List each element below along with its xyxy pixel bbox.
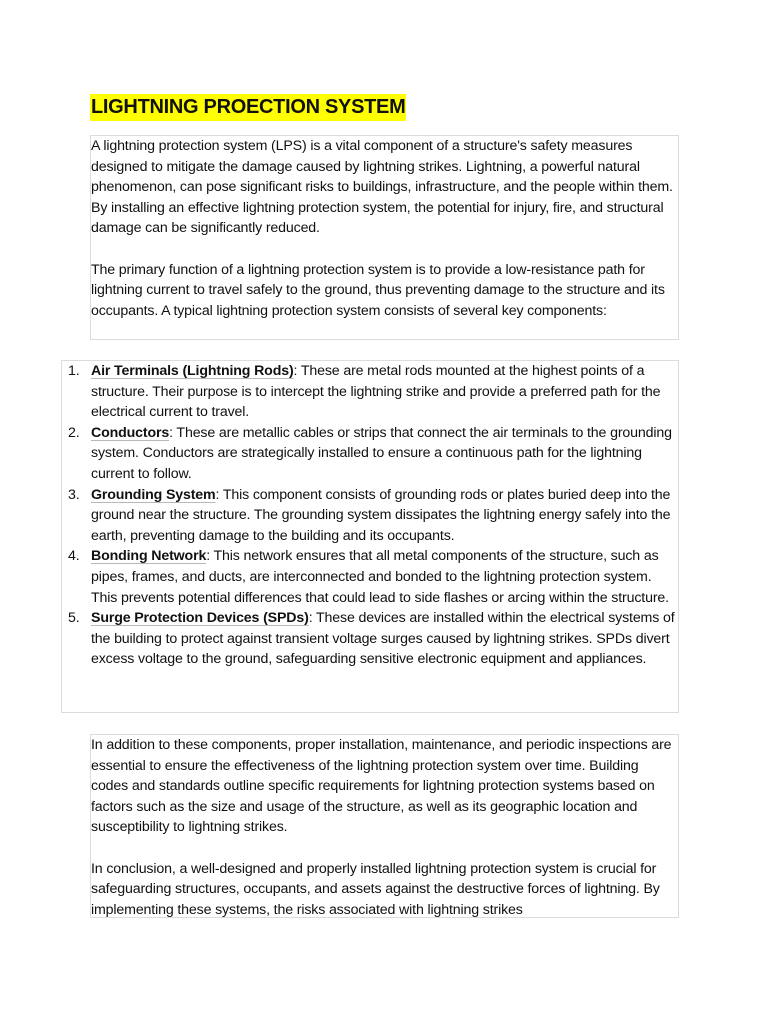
item-description: : These are metal rods mounted at the highest points of a structure. Their purpose is to intercept the lightning strike and provide a preferred path for the electrical current to travel.: [91, 363, 661, 421]
list-item: [62, 485, 678, 547]
term-conductors: Conductors: [91, 424, 170, 441]
paragraph-gap: [91, 239, 678, 260]
list-number: 5.: [68, 610, 80, 627]
list-item: [62, 608, 678, 670]
term-bonding-network: Bonding Network: [91, 548, 207, 565]
paragraph-gap: [91, 838, 678, 859]
outro-paragraph-1: In addition to these components, proper installation, maintenance, and periodic inspections are essential to ensure the effectiveness of the lightning protection system over time. Building codes and standards outline specific requirements for lightning protection systems based on factors such as the size and usage of the structure, as well as its geographic location and susceptibility to lightning strikes.: [91, 737, 672, 836]
intro-paragraph-1: A lightning protection system (LPS) is a vital component of a structure's safety measures designed to mitigate the damage caused by lightning strikes. Lightning, a powerful natural phenomenon, can pose significant risks to buildings, infrastructure, and the people within them. By installing an effective lightning protection system, the potential for injury, fire, and structural damage can be significantly reduced.: [91, 138, 673, 237]
term-air-terminals: Air Terminals (Lightning Rods): [91, 363, 294, 379]
item-description: : These devices are installed within the electrical systems of the building to protect against transient voltage surges caused by lightning strikes. SPDs divert excess voltage to the ground, safeguarding sensitive electronic equipment and appliances.: [91, 610, 675, 668]
document-title: LIGHTNING PROECTION SYSTEM: [90, 94, 406, 121]
components-list-box: [61, 360, 679, 713]
outro-paragraph-2: In conclusion, a well-designed and properly installed lightning protection system is crucial for safeguarding structures, occupants, and assets against the destructive forces of lightning. By implementing these systems, the risks associated with lightning strikes: [91, 860, 660, 918]
intro-paragraph-2: The primary function of a lightning protection system is to provide a low-resistance path for lightning current to travel safely to the ground, thus preventing damage to the structure and its occupants. A typical lightning protection system consists of several key components:: [91, 261, 665, 319]
list-number: 1.: [68, 363, 80, 379]
item-description: : This network ensures that all metal components of the structure, such as pipes, frames, and ducts, are interconnected and bonded to the lightning protection system. This prevents potential differences that could lead to side flashes or arcing within the structure.: [91, 548, 669, 606]
item-description: : This component consists of grounding rods or plates buried deep into the ground near the structure. The grounding system dissipates the lightning energy safely into the earth, preventing damage to the building and its occupants.: [91, 486, 671, 544]
term-grounding-system: Grounding System: [91, 486, 216, 503]
list-item: [62, 423, 678, 485]
intro-text-box: [90, 135, 679, 340]
item-description: : These are metallic cables or strips that connect the air terminals to the grounding system. Conductors are strategically installed to ensure a continuous path for the lightning current to follow.: [91, 424, 672, 482]
list-item: [62, 546, 678, 608]
list-number: 3.: [68, 486, 80, 503]
list-number: 2.: [68, 424, 80, 441]
list-number: 4.: [68, 548, 80, 565]
term-surge-protection-devices: Surge Protection Devices (SPDs): [91, 610, 309, 627]
components-list: [62, 361, 678, 670]
list-item: [62, 361, 678, 423]
conclusion-text-box: [90, 734, 679, 918]
